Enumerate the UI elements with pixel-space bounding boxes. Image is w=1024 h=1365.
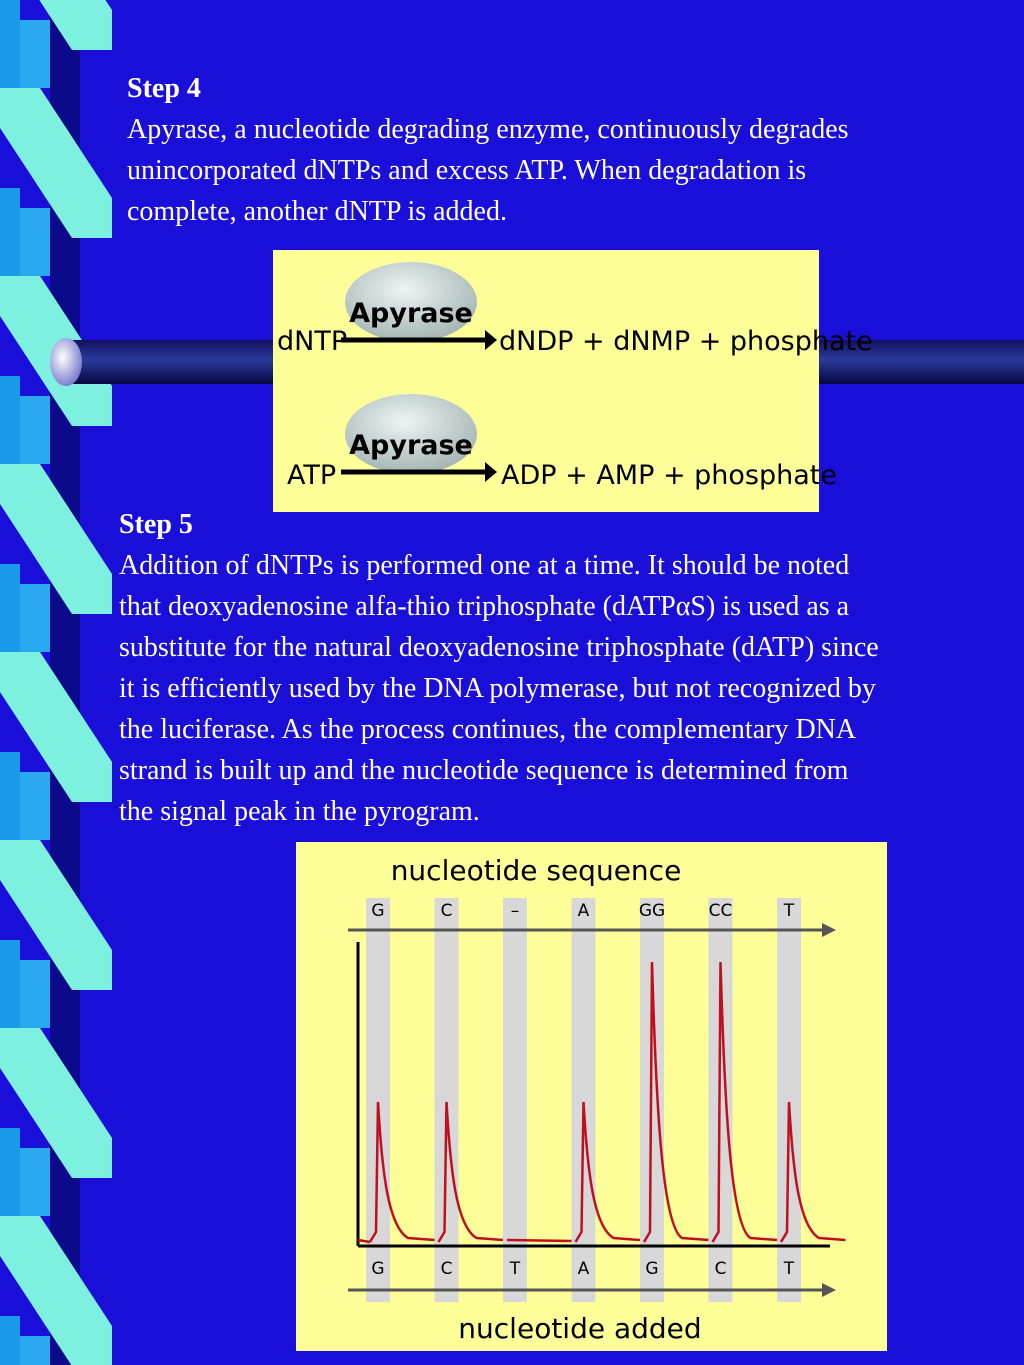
ribbon-segment [20,960,50,1028]
added-label: C [714,1259,727,1279]
enzyme-label: Apyrase [349,430,473,461]
signal-peak [507,1240,572,1241]
substrate-label: dNTP [277,326,348,357]
ribbon-segment [20,396,50,464]
ribbon-segment [0,1128,20,1228]
ribbon-segment [20,1148,50,1216]
ribbon-segment [20,20,50,88]
step4-line: complete, another dNTP is added. [127,196,507,227]
step5-line: it is efficiently used by the DNA polymerase, but not recognized by [119,673,876,704]
substrate-label: ATP [287,460,337,491]
step5-block [119,504,879,832]
sequence-label: – [510,901,520,921]
arrow-head [822,1283,836,1297]
added-label: T [509,1259,521,1279]
added-label: T [783,1259,795,1279]
step5-line: that deoxyadenosine alfa-thio triphosphate (dATPαS) is used as a [119,591,850,622]
reaction-row [277,262,873,357]
step5-line: the signal peak in the pyrogram. [119,796,480,827]
step5-title: Step 5 [119,509,193,540]
step4-block [127,68,849,232]
arrow-head [485,330,497,350]
ribbon-segment [20,584,50,652]
arrow-head [822,923,836,937]
products-label: dNDP + dNMP + phosphate [499,326,873,357]
sequence-label: CC [708,901,733,921]
added-label: A [577,1259,590,1279]
ribbon-segment [0,0,20,100]
ribbon-segment [0,752,20,852]
ribbon-segment [20,772,50,840]
sequence-label: C [440,901,453,921]
sequence-label: A [577,901,590,921]
sequence-label: T [783,901,795,921]
reaction-row [287,394,837,491]
ribbon-segment [0,376,20,476]
ribbon-decoration [0,0,120,1365]
sequence-label: G [371,901,385,921]
added-label: C [440,1259,453,1279]
apyrase-reaction-diagram [273,250,873,512]
arrow-head [485,462,497,482]
step5-line: substitute for the natural deoxyadenosine triphosphate (dATP) since [119,632,879,663]
pyrogram-bottom-label: nucleotide added [458,1312,702,1345]
added-label: G [371,1259,385,1279]
added-label: G [645,1259,659,1279]
step4-title: Step 4 [127,73,201,104]
step5-line: strand is built up and the nucleotide sequence is determined from [119,755,849,786]
step4-line: Apyrase, a nucleotide degrading enzyme, continuously degrades [127,114,849,145]
step4-line: unincorporated dNTPs and excess ATP. When degradation is [127,155,807,186]
ribbon-segment [0,1316,20,1365]
pyrogram-diagram [296,842,887,1351]
enzyme-label: Apyrase [349,298,473,329]
products-label: ADP + AMP + phosphate [501,460,837,491]
step5-line: the luciferase. As the process continues, the complementary DNA [119,714,857,745]
ribbon-segment [20,208,50,276]
sequence-label: GG [638,901,666,921]
ribbon-segment [0,564,20,664]
ribbon-segment [20,1336,50,1365]
step5-line: Addition of dNTPs is performed one at a time. It should be noted [119,550,850,581]
pyrogram-top-label: nucleotide sequence [390,854,682,887]
ribbon-segment [0,940,20,1040]
ribbon-segment [0,188,20,288]
